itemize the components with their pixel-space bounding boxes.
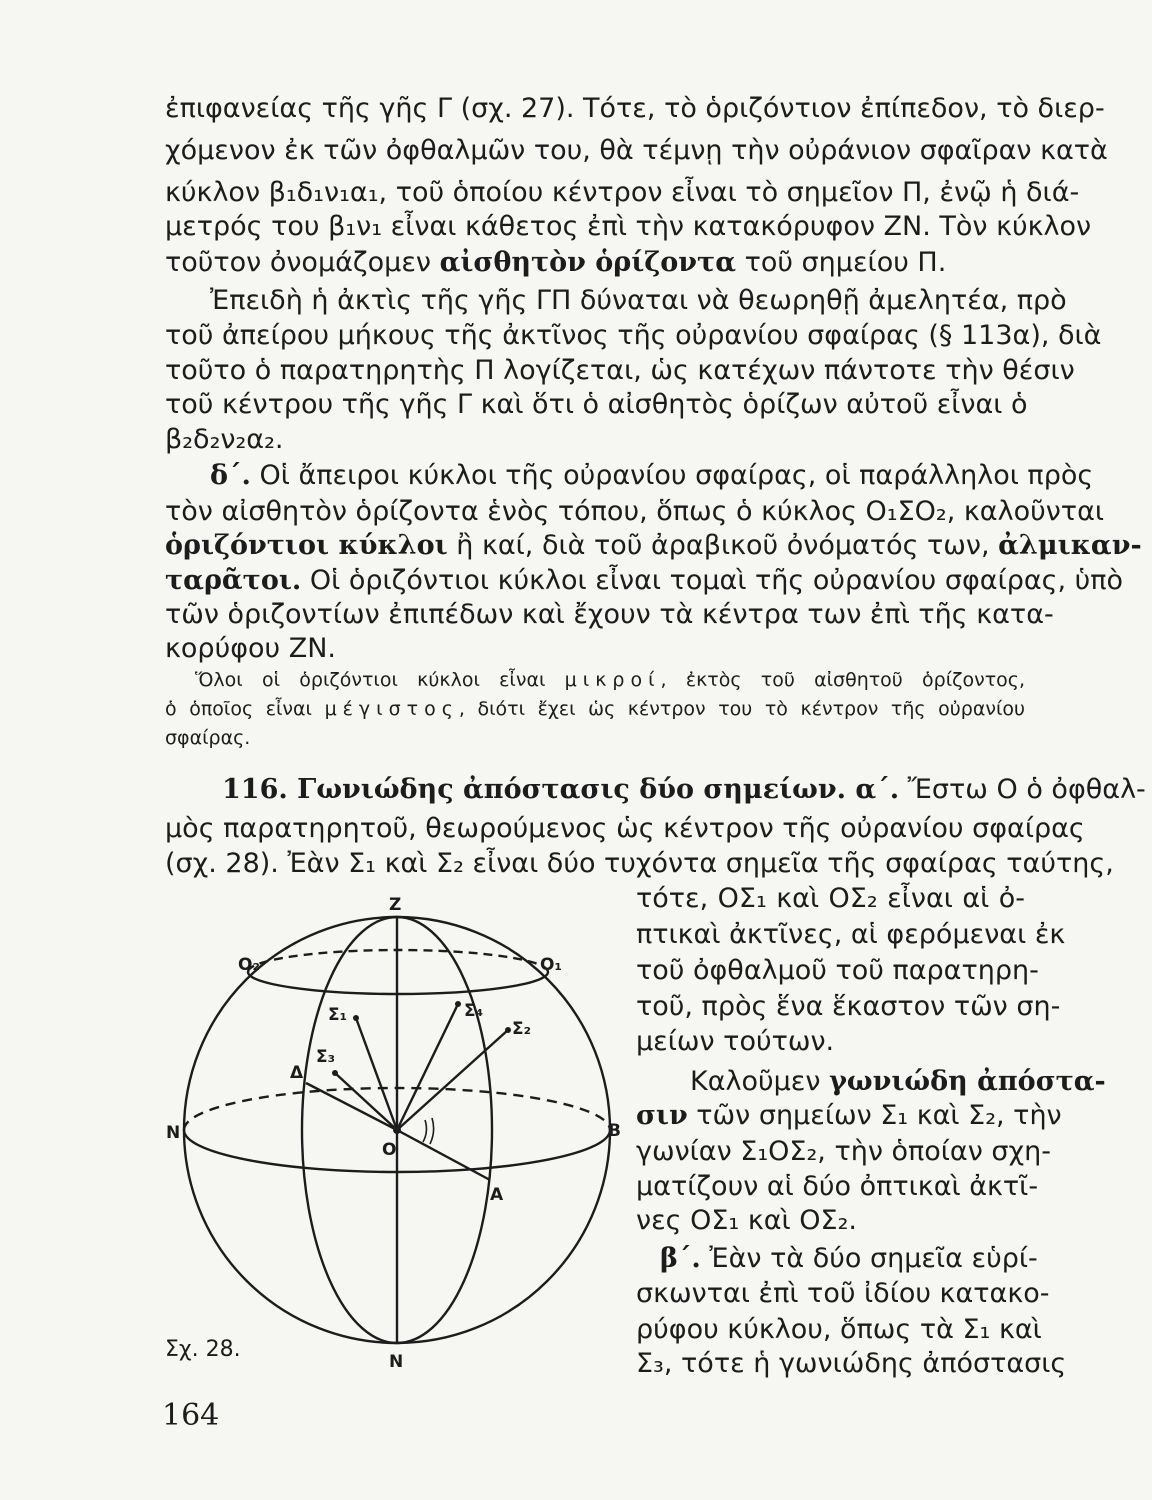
term-bold: ταρᾶτοι.: [165, 565, 302, 596]
item-label: α΄.: [846, 774, 900, 805]
term-bold: σιν: [636, 1100, 688, 1131]
text-line: ἐπιφανείας τῆς γῆς Γ (σχ. 27). Τότε, τὸ ὁριζόντιον ἐπίπεδον, τὸ διερ-: [165, 93, 1105, 124]
text-line: [165, 245, 1025, 281]
text-line: μετρός του β₁ν₁ εἶναι κάθετος ἐπὶ τὴν κατακόρυφον ΖΝ. Τὸν κύκλον: [165, 211, 1092, 242]
text-line: ματίζουν αἱ δύο ὀπτικαὶ ἀκτῖ-: [636, 1171, 1039, 1202]
angle-arc: [430, 1118, 434, 1144]
text-line: γωνίαν Σ₁ΟΣ₂, τὴν ὁποίαν σχη-: [636, 1136, 1051, 1167]
text-line: [690, 1064, 1106, 1100]
label-o1: O₁: [540, 955, 562, 975]
section-title: Γωνιώδης ἀπόστασις δύο σημείων.: [287, 774, 847, 805]
label-s3: Σ₃: [316, 1047, 336, 1067]
term-bold: ὁριζόντιοι κύκλοι: [165, 530, 448, 561]
text-line: β₂δ₂ν₂α₂.: [165, 424, 284, 455]
point-s4: [455, 1001, 461, 1007]
point-s2: [505, 1027, 511, 1033]
text-line: [165, 528, 1142, 564]
text-line: (σχ. 28). Ἐὰν Σ₁ καὶ Σ₂ εἶναι δύο τυχόντα σημεῖα τῆς σφαίρας ταύτης,: [165, 848, 1114, 879]
note-line: σφαίρας.: [165, 727, 251, 749]
section-heading-line: [222, 772, 1146, 808]
text-line: τότε, ΟΣ₁ καὶ ΟΣ₂ εἶναι αἱ ὀ-: [636, 883, 1025, 914]
text-line: χόμενον ἐκ τῶν ὀφθαλμῶν του, θὰ τέμνῃ τὴν οὐράνιον σφαῖραν κατὰ: [165, 135, 1108, 166]
center-point: [393, 1126, 401, 1134]
text-line: [660, 1241, 1038, 1277]
text-line: Ἐπειδὴ ἡ ἀκτὶς τῆς γῆς ΓΠ δύναται νὰ θεωρηθῇ ἀμελητέα, πρὸ: [210, 285, 1067, 316]
text-line: τοῦ ὀφθαλμοῦ τοῦ παρατηρη-: [636, 955, 1039, 986]
text-line: κύκλον β₁δ₁ν₁α₁, τοῦ ὁποίου κέντρον εἶναι τὸ σημεῖον Π, ἐνῷ ἡ διά-: [165, 177, 1080, 208]
section-number: 116.: [222, 774, 288, 805]
text-line: τοῦ κέντρου τῆς γῆς Γ καὶ ὅτι ὁ αἰσθητὸς ὁρίζων αὐτοῦ εἶναι ὁ: [165, 389, 1028, 420]
label-a: A: [490, 1185, 504, 1205]
page-number: 164: [162, 1398, 220, 1433]
text-line: [165, 563, 1124, 599]
label-n-bottom: N: [389, 1352, 404, 1370]
text-run: Ἐὰν τὰ δύο σημεῖα εὑρί-: [700, 1243, 1038, 1274]
text-line: τοῦ, πρὸς ἕνα ἕκαστον τῶν ση-: [636, 991, 1061, 1022]
angle-arc: [423, 1120, 426, 1142]
text-line: τῶν ὁριζοντίων ἐπιπέδων καὶ ἔχουν τὰ κέντρα των ἐπὶ τῆς κατα-: [165, 599, 1054, 630]
text-run: τοῦ σημείου Π.: [736, 247, 947, 278]
text-run: τοῦτον ὀνομάζομεν: [165, 247, 440, 278]
figure-caption: Σχ. 28.: [165, 1337, 241, 1362]
label-o2: O₂: [238, 955, 260, 975]
text-run: ὁ ὁποῖος εἶναι: [165, 698, 325, 720]
text-run: Οἱ ἄπειροι κύκλοι τῆς οὐρανίου σφαίρας, οἱ παράλληλοι πρὸς: [250, 460, 1094, 491]
spaced-word: μικροί: [564, 669, 661, 691]
text-line: Σ₃, τότε ἡ γωνιώδης ἀπόστασις: [636, 1348, 1067, 1379]
text-line: ρύφου κύκλου, ὅπως τὰ Σ₁ καὶ: [636, 1314, 1042, 1345]
term-bold: γωνιώδη ἀπόστα-: [829, 1066, 1106, 1097]
text-run: Ἔστω Ο ὁ ὀφθαλ-: [899, 774, 1146, 805]
ray-s4: [397, 1004, 458, 1130]
point-s1: [353, 1015, 359, 1021]
text-run: , ἐκτὸς τοῦ αἰσθητοῦ ὁρίζοντος,: [660, 669, 1026, 691]
label-z: Z: [389, 895, 402, 915]
spaced-word: μέγιστος: [324, 698, 459, 720]
label-s2: Σ₂: [512, 1019, 532, 1039]
point-s3: [332, 1070, 338, 1076]
text-run: Καλοῦμεν: [690, 1066, 830, 1097]
label-s1: Σ₁: [328, 1005, 348, 1025]
text-line: μείων τούτων.: [636, 1026, 835, 1057]
text-run: ἢ καί, διὰ τοῦ ἀραβικοῦ ὀνόματός των,: [447, 530, 999, 561]
vertical-circle-right: [397, 917, 492, 1343]
text-line: κορύφου ΖΝ.: [165, 633, 337, 664]
celestial-sphere-figure: [160, 880, 640, 1370]
label-delta: Δ: [290, 1063, 304, 1083]
note-line: [195, 666, 1025, 694]
text-run: τῶν σημείων Σ₁ καὶ Σ₂, τὴν: [687, 1100, 1062, 1131]
term-bold: ἀλμικαν-: [998, 530, 1142, 561]
label-s4: Σ₄: [464, 1001, 484, 1021]
label-n-left: N: [166, 1123, 181, 1143]
item-label: δ΄.: [210, 460, 251, 491]
text-line: τὸν αἰσθητὸν ὁρίζοντα ἑνὸς τόπου, ὅπως ὁ κύκλος Ο₁ΣΟ₂, καλοῦνται: [165, 496, 1105, 527]
text-line: νες ΟΣ₁ καὶ ΟΣ₂.: [636, 1205, 857, 1236]
text-line: σκωνται ἐπὶ τοῦ ἰδίου κατακο-: [636, 1278, 1050, 1309]
text-line: πτικαὶ ἀκτῖνες, αἱ φερόμεναι ἐκ: [636, 919, 1066, 950]
text-run: Ὅλοι οἱ ὁριζόντιοι κύκλοι εἶναι: [195, 669, 565, 691]
label-b: B: [608, 1121, 621, 1141]
text-line: [636, 1098, 1062, 1134]
note-line: [165, 695, 1025, 723]
text-line: μὸς παρατηρητοῦ, θεωρούμενος ὡς κέντρον τῆς οὐρανίου σφαίρας: [165, 813, 1085, 844]
text-run: , διότι ἔχει ὡς κέντρον του τὸ κέντρον τῆς οὐρανίου: [458, 698, 1026, 720]
text-run: Οἱ ὁριζόντιοι κύκλοι εἶναι τομαὶ τῆς οὐρανίου σφαίρας, ὑπὸ: [301, 565, 1124, 596]
text-line: τοῦτο ὁ παρατηρητὴς Π λογίζεται, ὡς κατέχων πάντοτε τὴν θέσιν: [165, 355, 1075, 386]
vertical-circle-left: [302, 917, 397, 1343]
text-line: τοῦ ἀπείρου μήκους τῆς ἀκτῖνος τῆς οὐρανίου σφαίρας (§ 113α), διὰ: [165, 320, 1102, 351]
text-line: [210, 458, 1094, 494]
item-label: β΄.: [660, 1243, 701, 1274]
term-bold: αἰσθητὸν ὁρίζοντα: [439, 247, 736, 278]
label-o: O: [382, 1140, 397, 1160]
